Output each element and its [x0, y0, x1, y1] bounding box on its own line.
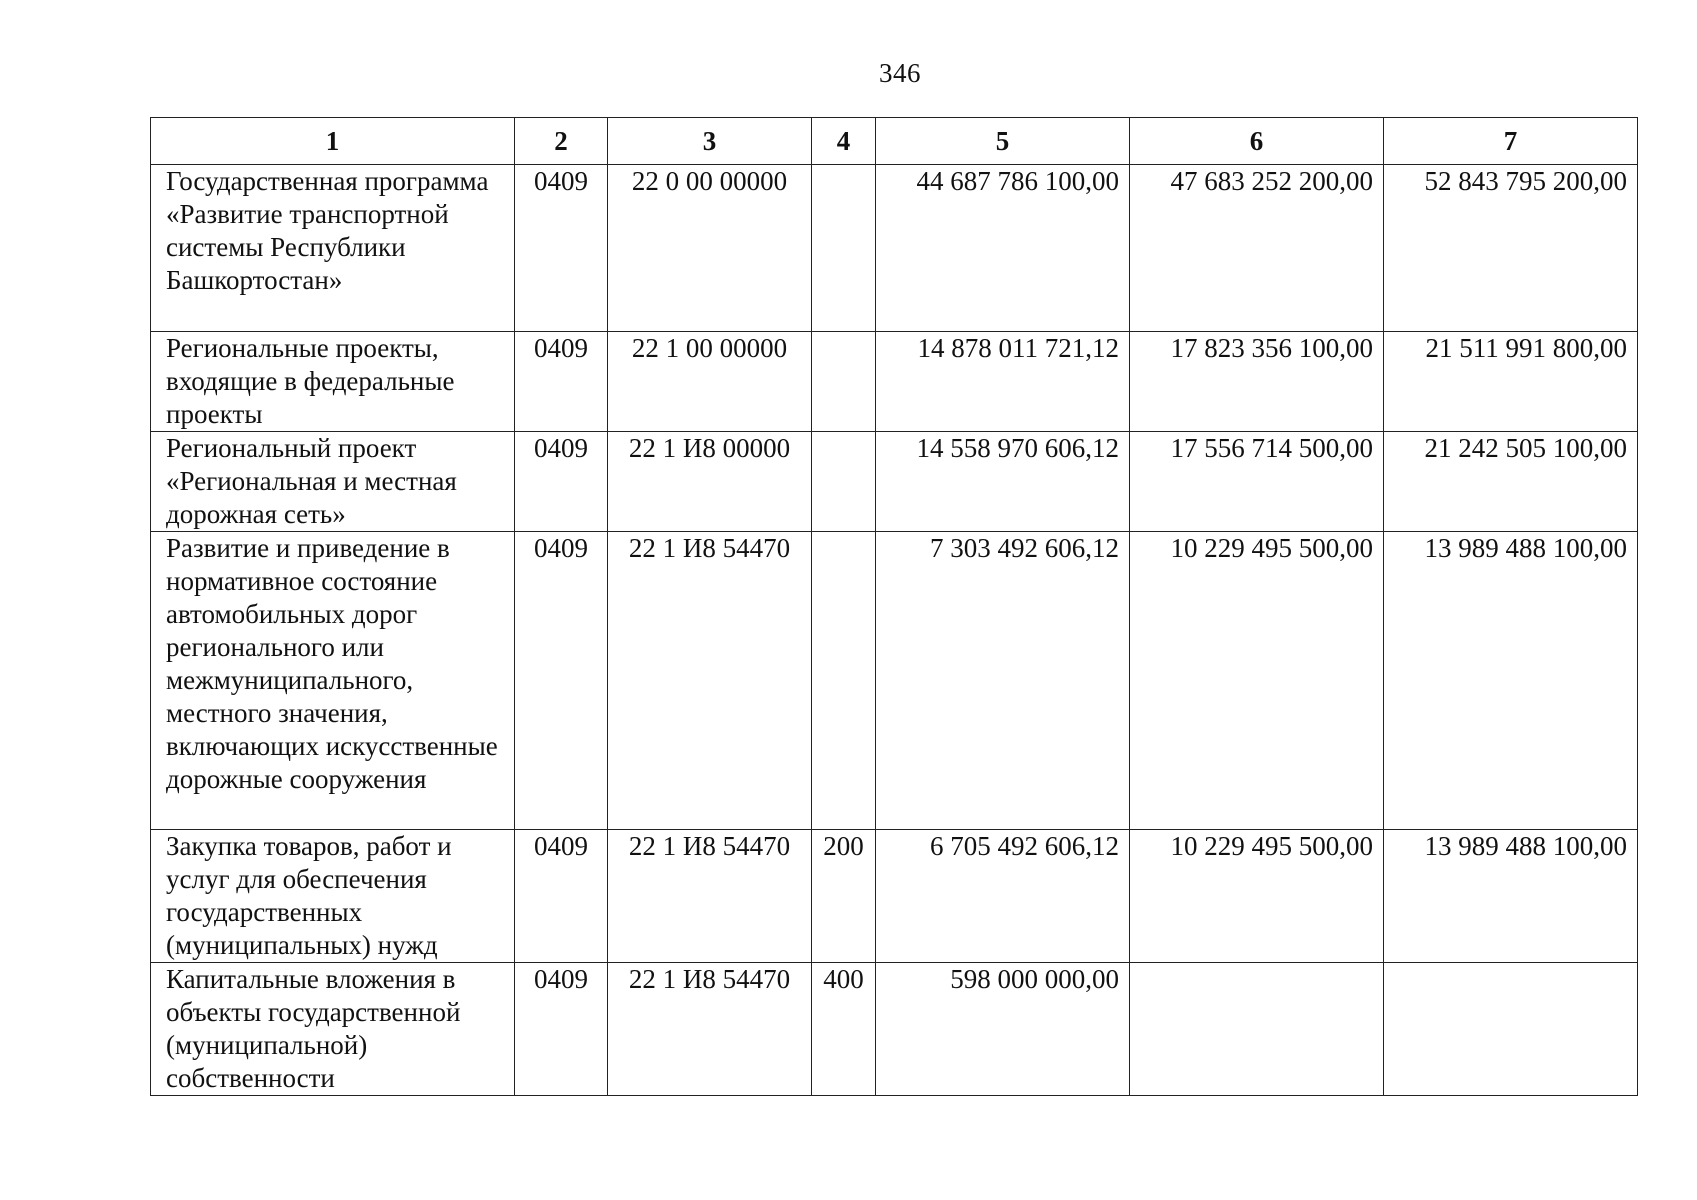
amount-col-5: 598 000 000,00: [876, 963, 1130, 1096]
row-name: Государственная программа «Развитие транспортной системы Республики Башкортостан»: [151, 165, 515, 332]
section-code: 0409: [515, 830, 608, 963]
column-header-4: 4: [812, 118, 876, 165]
target-code: 22 1 И8 00000: [608, 432, 812, 532]
amount-col-5: 7 303 492 606,12: [876, 532, 1130, 830]
amount-col-5: 14 878 011 721,12: [876, 332, 1130, 432]
amount-col-7: 52 843 795 200,00: [1384, 165, 1638, 332]
amount-col-6: 47 683 252 200,00: [1130, 165, 1384, 332]
section-code: 0409: [515, 432, 608, 532]
expense-type: 400: [812, 963, 876, 1096]
table-header-row: [151, 118, 1638, 165]
target-code: 22 1 И8 54470: [608, 532, 812, 830]
column-header-3: 3: [608, 118, 812, 165]
page-number: 346: [879, 58, 921, 88]
amount-col-6: 10 229 495 500,00: [1130, 830, 1384, 963]
column-header-7: 7: [1384, 118, 1638, 165]
amount-col-7: 21 242 505 100,00: [1384, 432, 1638, 532]
amount-col-6: 17 556 714 500,00: [1130, 432, 1384, 532]
table-row: [151, 165, 1638, 332]
expense-type: 200: [812, 830, 876, 963]
column-header-5: 5: [876, 118, 1130, 165]
amount-col-6: [1130, 963, 1384, 1096]
target-code: 22 0 00 00000: [608, 165, 812, 332]
amount-col-5: 44 687 786 100,00: [876, 165, 1130, 332]
section-code: 0409: [515, 532, 608, 830]
row-name: Капитальные вложения в объекты государственной (муниципальной) собственности: [151, 963, 515, 1096]
column-header-1: 1: [151, 118, 515, 165]
target-code: 22 1 И8 54470: [608, 830, 812, 963]
amount-col-5: 14 558 970 606,12: [876, 432, 1130, 532]
amount-col-7: [1384, 963, 1638, 1096]
expense-type: [812, 332, 876, 432]
amount-col-7: 21 511 991 800,00: [1384, 332, 1638, 432]
table-row: [151, 532, 1638, 830]
section-code: 0409: [515, 963, 608, 1096]
expense-type: [812, 432, 876, 532]
target-code: 22 1 И8 54470: [608, 963, 812, 1096]
amount-col-7: 13 989 488 100,00: [1384, 830, 1638, 963]
row-name: Развитие и приведение в нормативное состояние автомобильных дорог регионального или межмуниципального, местного значения, включающих искусственные дорожные сооружения: [151, 532, 515, 830]
row-name: Региональные проекты, входящие в федеральные проекты: [151, 332, 515, 432]
amount-col-6: 17 823 356 100,00: [1130, 332, 1384, 432]
row-name: Региональный проект «Региональная и местная дорожная сеть»: [151, 432, 515, 532]
table-row: [151, 332, 1638, 432]
row-name: Закупка товаров, работ и услуг для обеспечения государственных (муниципальных) нужд: [151, 830, 515, 963]
table-row: [151, 963, 1638, 1096]
expense-type: [812, 532, 876, 830]
amount-col-7: 13 989 488 100,00: [1384, 532, 1638, 830]
section-code: 0409: [515, 332, 608, 432]
column-header-2: 2: [515, 118, 608, 165]
table-row: [151, 432, 1638, 532]
column-header-6: 6: [1130, 118, 1384, 165]
amount-col-6: 10 229 495 500,00: [1130, 532, 1384, 830]
amount-col-5: 6 705 492 606,12: [876, 830, 1130, 963]
expense-type: [812, 165, 876, 332]
target-code: 22 1 00 00000: [608, 332, 812, 432]
table-row: [151, 830, 1638, 963]
section-code: 0409: [515, 165, 608, 332]
budget-table: [150, 117, 1638, 1096]
